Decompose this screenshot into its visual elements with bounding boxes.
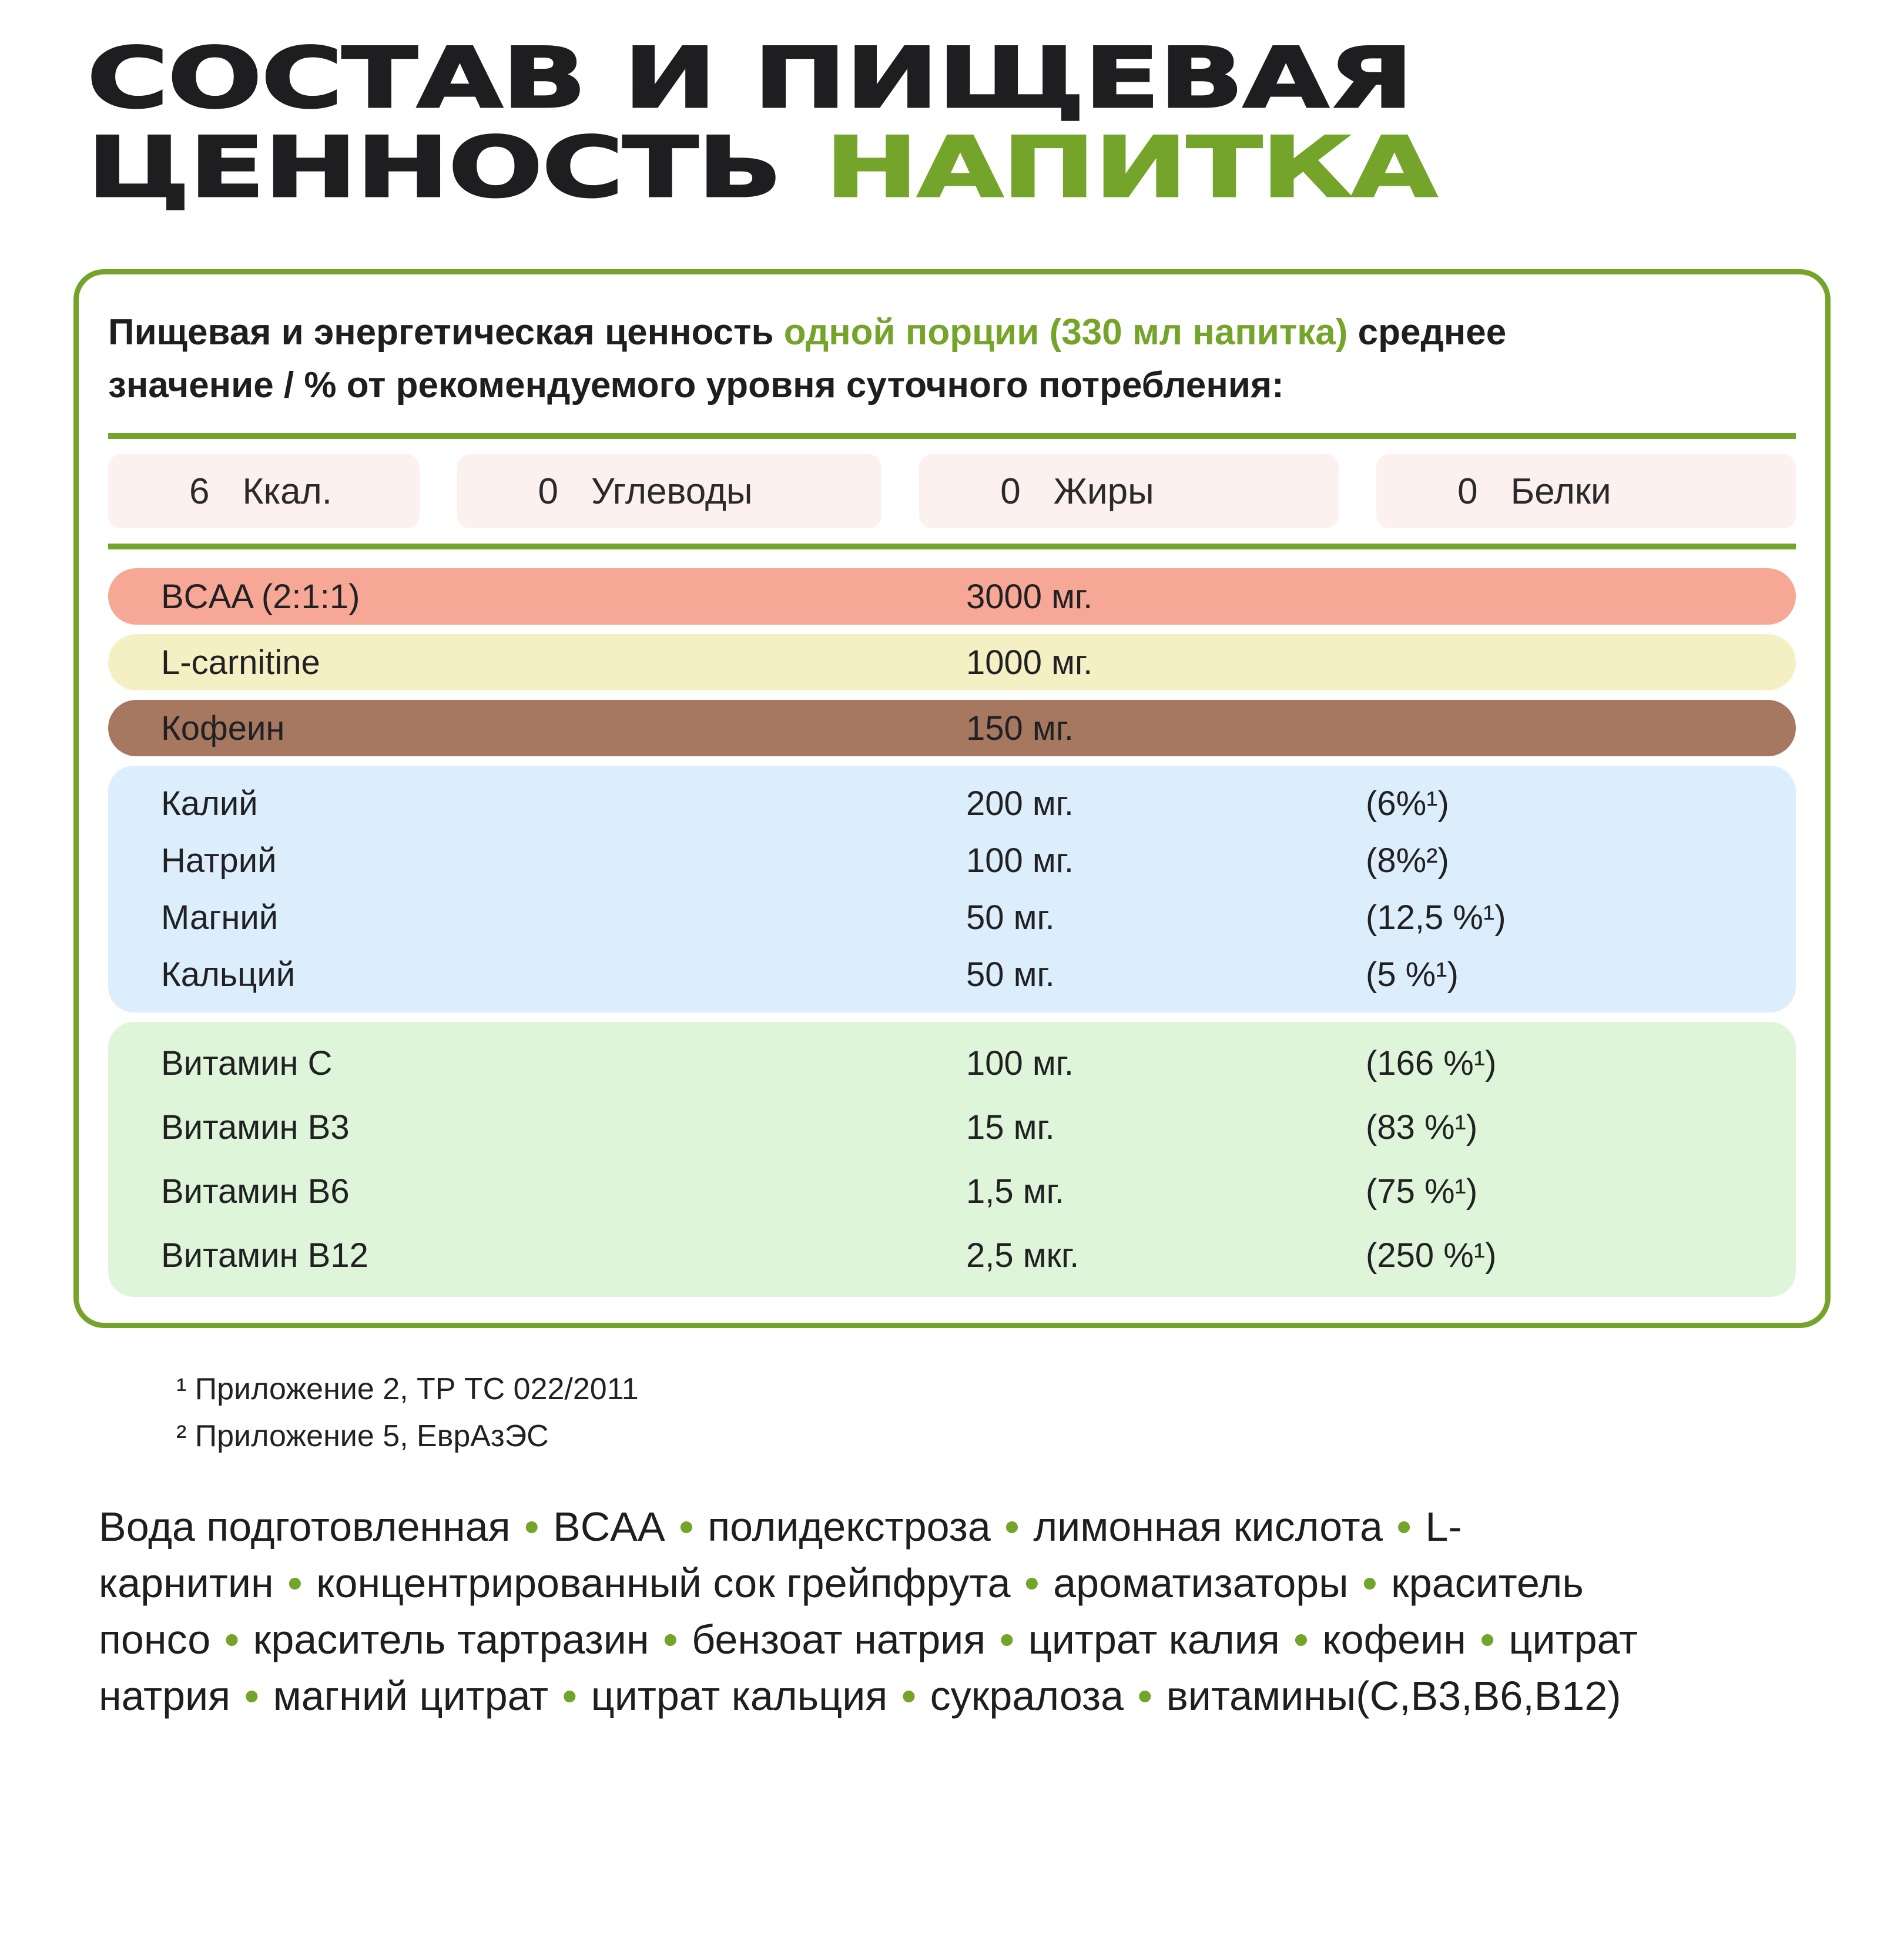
page-title — [87, 30, 1904, 216]
ingredient-separator-dot: • — [1024, 1560, 1040, 1606]
nutrient-daily-percent: (12,5 %¹) — [1366, 898, 1506, 937]
intro-part2: среднее — [1347, 312, 1507, 353]
macro-badge-fats — [919, 454, 1339, 528]
ingredient-item: цитрат натрия — [99, 1617, 1638, 1719]
nutrient-label: Калий — [161, 784, 258, 823]
ingredient-item: Вода подготовленная — [99, 1504, 511, 1550]
macro-value: 0 — [538, 471, 558, 512]
title-line1 — [87, 30, 1904, 127]
ingredient-separator-dot: • — [524, 1504, 539, 1550]
ingredient-separator-dot: • — [901, 1673, 916, 1719]
macro-label: Жиры — [1053, 471, 1154, 512]
footnote-1: ¹ Приложение 2, ТР ТС 022/2011 — [176, 1372, 639, 1406]
ingredient-item: цитрат кальция — [591, 1673, 888, 1719]
ingredient-item: лимонная кислота — [1033, 1504, 1383, 1550]
vitamin-row-b3 — [108, 1095, 1796, 1159]
nutrient-daily-percent: (8%²) — [1366, 841, 1449, 880]
footnotes — [176, 1366, 1904, 1460]
nutrient-amount: 1,5 мг. — [966, 1172, 1064, 1211]
intro-text — [108, 306, 1796, 412]
nutrient-label: Натрий — [161, 841, 277, 880]
nutrient-amount: 2,5 мкг. — [966, 1236, 1080, 1275]
ingredient-separator-dot: • — [1138, 1673, 1152, 1719]
ingredient-separator-dot: • — [663, 1617, 678, 1662]
nutrient-row-bcaa — [108, 568, 1796, 625]
ingredient-separator-dot: • — [287, 1560, 303, 1606]
nutrient-label: Витамин B3 — [161, 1108, 350, 1146]
ingredient-item: магний цитрат — [273, 1673, 549, 1719]
macro-badge-carbs — [457, 454, 882, 528]
nutrition-panel — [73, 269, 1831, 1328]
separator-top — [108, 433, 1796, 439]
ingredient-separator-dot: • — [1293, 1617, 1309, 1662]
nutrient-amount: 15 мг. — [966, 1108, 1055, 1146]
nutrient-label: Витамин B6 — [161, 1172, 350, 1211]
macros-row — [108, 454, 1796, 528]
separator-bottom — [108, 544, 1796, 549]
ingredient-item: цитрат калия — [1028, 1617, 1280, 1662]
ingredient-item: сукралоза — [930, 1673, 1124, 1719]
ingredient-item: витамины(C,B3,B6,B12) — [1166, 1673, 1621, 1719]
nutrient-label: L-carnitine — [161, 643, 320, 682]
mineral-row-magnesium — [108, 889, 1796, 946]
nutrient-label: Витамин C — [161, 1044, 333, 1082]
nutrient-daily-percent: (5 %¹) — [1366, 955, 1459, 994]
mineral-row-calcium — [108, 946, 1796, 1003]
nutrient-amount: 50 мг. — [966, 955, 1055, 994]
ingredient-item: полидекстроза — [708, 1504, 991, 1550]
nutrient-daily-percent: (6%¹) — [1366, 784, 1449, 823]
mineral-row-sodium — [108, 832, 1796, 889]
mineral-row-potassium — [108, 775, 1796, 832]
macro-value: 0 — [1457, 471, 1478, 512]
ingredient-item: краситель тартразин — [253, 1617, 649, 1662]
ingredient-separator-dot: • — [244, 1673, 259, 1719]
nutrient-label: Кальций — [161, 955, 296, 994]
vitamin-row-b12 — [108, 1223, 1796, 1287]
intro-part1: Пищевая и энергетическая ценность — [108, 312, 784, 353]
ingredient-item: бензоат натрия — [692, 1617, 986, 1662]
ingredient-separator-dot: • — [1004, 1504, 1020, 1550]
title-line1-text: СОСТАВ И ПИЩЕВАЯ — [87, 30, 1413, 127]
nutrient-amount: 150 мг. — [966, 709, 1074, 747]
nutrient-amount: 1000 мг. — [966, 643, 1093, 682]
nutrient-daily-percent: (75 %¹) — [1366, 1172, 1478, 1211]
ingredient-item: краситель понсо — [99, 1560, 1584, 1662]
ingredient-separator-dot: • — [1362, 1560, 1377, 1606]
macro-value: 0 — [1000, 471, 1021, 512]
vitamin-row-c — [108, 1031, 1796, 1095]
intro-part3: значение / % от рекомендуемого уровня суточного потребления: — [108, 365, 1284, 405]
nutrient-amount: 3000 мг. — [966, 577, 1093, 616]
title-line2 — [87, 119, 1904, 216]
vitamin-row-b6 — [108, 1159, 1796, 1223]
nutrient-label: Магний — [161, 898, 279, 937]
nutrient-amount: 100 мг. — [966, 841, 1074, 880]
ingredients-list — [99, 1498, 1750, 1724]
nutrient-amount: 50 мг. — [966, 898, 1055, 937]
nutrient-label: Витамин B12 — [161, 1236, 368, 1275]
ingredient-separator-dot: • — [1480, 1617, 1495, 1662]
nutrient-label: BCAA (2:1:1) — [161, 577, 360, 616]
ingredient-separator-dot: • — [679, 1504, 694, 1550]
title-line2-black: ЦЕННОСТЬ — [87, 119, 782, 216]
ingredient-item: BCAA — [553, 1504, 665, 1550]
nutrient-amount: 200 мг. — [966, 784, 1074, 823]
nutrient-row-lcarnitine — [108, 634, 1796, 690]
macro-label: Углеводы — [591, 471, 753, 512]
footnote-2: ² Приложение 5, ЕврАзЭС — [176, 1419, 549, 1453]
ingredient-item: L-карнитин — [99, 1504, 1462, 1606]
ingredient-item: кофеин — [1322, 1617, 1466, 1662]
ingredient-item: концентрированный сок грейпфрута — [316, 1560, 1011, 1606]
nutrient-daily-percent: (83 %¹) — [1366, 1108, 1478, 1146]
nutrient-daily-percent: (166 %¹) — [1366, 1044, 1497, 1082]
ingredient-item: ароматизаторы — [1053, 1560, 1349, 1606]
nutrient-label: Кофеин — [161, 709, 285, 747]
macro-value: 6 — [189, 471, 210, 512]
macro-label: Ккал. — [242, 471, 332, 512]
active-ingredient-rows — [108, 568, 1796, 1297]
macro-badge-protein — [1376, 454, 1796, 528]
minerals-block — [108, 766, 1796, 1012]
nutrient-daily-percent: (250 %¹) — [1366, 1236, 1497, 1275]
macro-badge-kcal — [108, 454, 420, 528]
ingredient-separator-dot: • — [1000, 1617, 1014, 1662]
infographic-page — [0, 30, 1904, 1938]
ingredient-separator-dot: • — [1396, 1504, 1412, 1550]
nutrient-row-caffeine — [108, 700, 1796, 756]
title-line2-green: НАПИТКА — [825, 119, 1437, 216]
ingredient-separator-dot: • — [562, 1673, 577, 1719]
macro-label: Белки — [1510, 471, 1611, 512]
intro-highlight: одной порции (330 мл напитка) — [783, 312, 1348, 353]
nutrient-amount: 100 мг. — [966, 1044, 1074, 1082]
ingredient-separator-dot: • — [224, 1617, 239, 1662]
vitamins-block — [108, 1022, 1796, 1297]
